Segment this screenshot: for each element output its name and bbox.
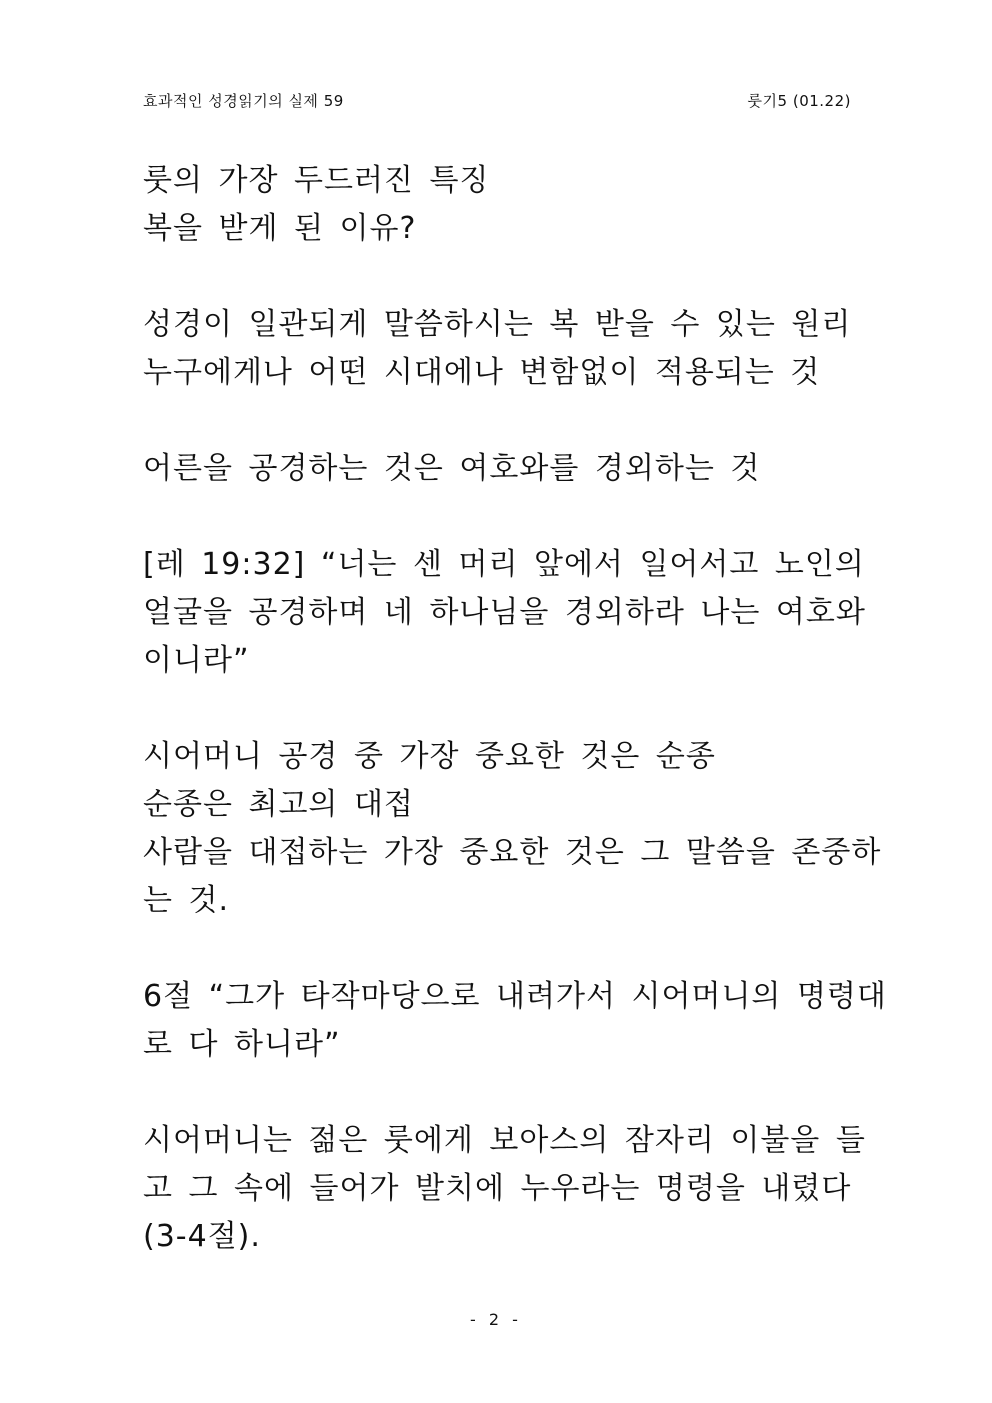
text-line: 누구에게나 어떤 시대에나 변함없이 적용되는 것: [143, 355, 821, 390]
paragraph-gap: [143, 397, 851, 445]
page-number: - 2 -: [470, 1310, 522, 1329]
paragraph-ruth-feature: [143, 157, 851, 253]
text-line: 6절 “그가 타작마당으로 내려가서 시어머니의 명령대: [143, 979, 887, 1014]
text-line: 복을 받게 된 이유?: [143, 211, 417, 246]
document-body: [143, 157, 887, 1261]
text-line: (3-4절).: [143, 1219, 261, 1254]
text-line: 고 그 속에 들어가 발치에 누우라는 명령을 내렸다: [143, 1171, 852, 1206]
text-line: 로 다 하니라”: [143, 1027, 341, 1062]
paragraph-honor-elders: [143, 445, 851, 493]
text-line: 는 것.: [143, 883, 230, 918]
text-line: 시어머니 공경 중 가장 중요한 것은 순종: [143, 739, 716, 774]
text-line: 시어머니는 젊은 룻에게 보아스의 잠자리 이불을 들: [143, 1123, 866, 1158]
paragraph-gap: [143, 253, 851, 301]
text-line: 룻의 가장 두드러진 특징: [143, 163, 490, 198]
text-line: 순종은 최고의 대접: [143, 787, 414, 822]
header-title: 효과적인 성경읽기의 실제 59: [143, 92, 344, 110]
text-line: 사람을 대접하는 가장 중요한 것은 그 말씀을 존중하: [143, 835, 882, 870]
page-header: [143, 90, 851, 114]
header-chapter-date: 룻기5 (01.22): [747, 92, 851, 110]
paragraph-verse-6: [143, 973, 887, 1069]
text-line: 얼굴을 공경하며 네 하나님을 경외하라 나는 여호와: [143, 595, 866, 630]
paragraph-gap: [143, 493, 851, 541]
paragraph-blessing-principle: [143, 301, 851, 397]
text-line: 어른을 공경하는 것은 여호와를 경외하는 것: [143, 451, 761, 486]
text-line: [레 19:32] “너는 센 머리 앞에서 일어서고 노인의: [143, 547, 865, 582]
paragraph-gap: [143, 685, 851, 733]
text-line: 이니라”: [143, 643, 250, 678]
paragraph-mother-in-law-command: [143, 1117, 866, 1261]
paragraph-gap: [143, 1069, 851, 1117]
text-line: 성경이 일관되게 말씀하시는 복 받을 수 있는 원리: [143, 307, 852, 342]
paragraph-leviticus-quote: [143, 541, 866, 685]
paragraph-obedience: [143, 733, 882, 925]
paragraph-gap: [143, 925, 851, 973]
